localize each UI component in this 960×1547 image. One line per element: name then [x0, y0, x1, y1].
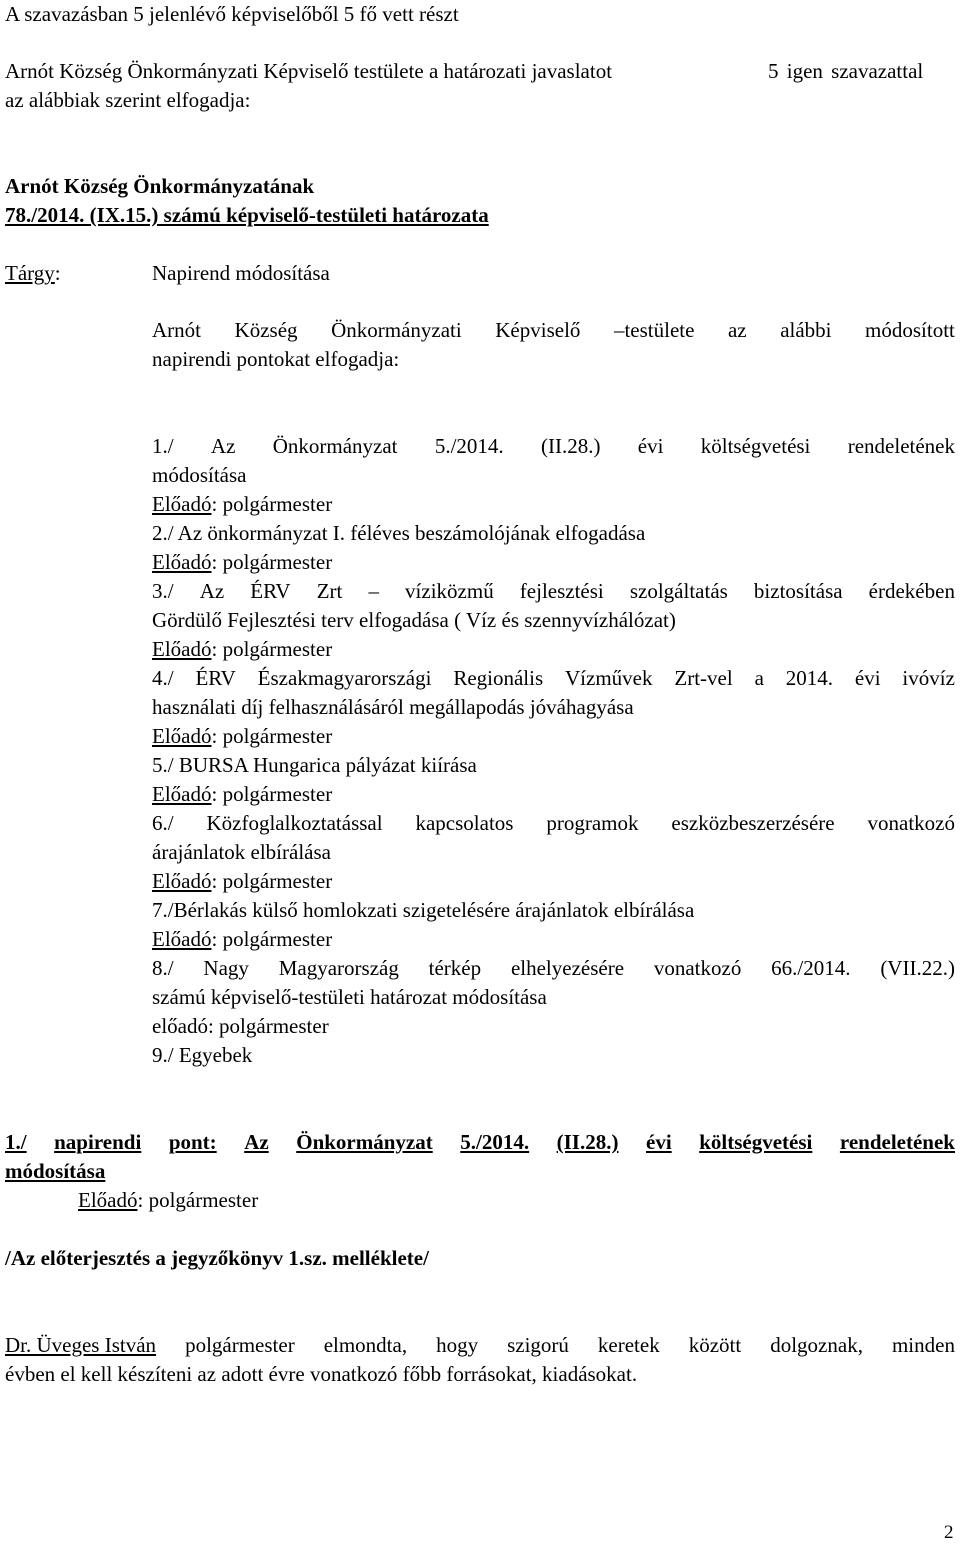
approval-word: Község: [234, 318, 298, 342]
agenda-item-1-word: 5./2014.: [434, 434, 504, 458]
presenter-label: Előadó: [152, 869, 212, 893]
agenda-item-4-word: a: [754, 666, 764, 690]
agenda-item-1: [152, 432, 955, 461]
agenda-item-4-word: Zrt-vel: [674, 666, 733, 690]
subject-label: [5, 259, 61, 288]
decision-text-left: Arnót Község Önkormányzati Képviselő testülete a határozati javaslatot: [5, 59, 613, 83]
agenda-item-8-presenter: előadó: polgármester: [152, 1014, 329, 1038]
speech-word: elmondta,: [323, 1333, 408, 1357]
presenter-label: Előadó: [152, 550, 212, 574]
agenda-item-8-word: vonatkozó: [653, 956, 742, 980]
agenda-item-3-word: ÉRV: [250, 579, 291, 603]
agenda-item-3-word: szolgáltatás: [629, 579, 728, 603]
presenter-value: : polgármester: [211, 869, 333, 893]
agenda-item-1-word: (II.28.): [540, 434, 601, 458]
presenter-label: Előadó: [152, 782, 212, 806]
agenda-item-8-word: elhelyezésére: [510, 956, 625, 980]
speech-word: között: [688, 1333, 742, 1357]
presenter-line: [152, 925, 955, 954]
page-number: 2: [944, 1522, 954, 1543]
approval-word: alábbi: [780, 318, 832, 342]
point1-heading-word: Önkormányzat: [296, 1130, 433, 1154]
agenda-item-6-word: vonatkozó: [867, 811, 955, 835]
agenda-item-1-cont: módosítása: [152, 463, 247, 487]
agenda-item-5: 5./ BURSA Hungarica pályázat kiírása: [152, 753, 477, 777]
agenda-item-8-word: (VII.22.): [880, 956, 955, 980]
agenda-item-8: [152, 954, 955, 983]
agenda-item-6: [152, 809, 955, 838]
agenda-item-1-word: Az: [210, 434, 236, 458]
agenda-item-3-word: biztosítása: [753, 579, 843, 603]
approval-text: [152, 316, 955, 374]
point1-heading-word: pont:: [168, 1130, 217, 1154]
agenda-item-3-word: Az: [199, 579, 225, 603]
point1-heading-word: (II.28.): [556, 1130, 619, 1154]
agenda-item-1-word: rendeletének: [847, 434, 955, 458]
agenda-item-8-cont: számú képviselő-testületi határozat módosítása: [152, 985, 547, 1009]
presenter-label: Előadó: [152, 724, 212, 748]
agenda-item-4-word: évi: [854, 666, 881, 690]
presenter-line: [152, 548, 955, 577]
point1-heading-word: 5./2014.: [460, 1130, 530, 1154]
agenda-item-8-word: 8./: [152, 956, 174, 980]
agenda-item-7: 7./Bérlakás külső homlokzati szigetelésére árajánlatok elbírálása: [152, 898, 695, 922]
agenda-item-6-word: eszközbeszerzésére: [671, 811, 835, 835]
attachment-note: /Az előterjesztés a jegyzőkönyv 1.sz. melléklete/: [5, 1246, 429, 1270]
presenter-value: : polgármester: [211, 550, 333, 574]
speech-line-1: [5, 1331, 955, 1360]
agenda-item-2: 2./ Az önkormányzat I. féléves beszámolójának elfogadása: [152, 521, 646, 545]
agenda-item-4-word: 2014.: [785, 666, 834, 690]
point1-heading-word: napirendi: [54, 1130, 142, 1154]
presenter-line: [152, 490, 955, 519]
agenda-item-4: [152, 664, 955, 693]
agenda-item-8-word: térkép: [428, 956, 482, 980]
approval-word: –testülete: [613, 318, 695, 342]
agenda-item-4-word: ivóvíz: [902, 666, 955, 690]
point1-heading: [5, 1128, 955, 1157]
speech-word: hogy: [436, 1333, 479, 1357]
speech-word: keretek: [597, 1333, 660, 1357]
presenter-value: : polgármester: [211, 927, 333, 951]
agenda-item-3-word: Zrt: [316, 579, 343, 603]
agenda-item-8-word: Magyarország: [278, 956, 399, 980]
speech-word: polgármester: [185, 1333, 295, 1357]
presenter-line: [152, 635, 955, 664]
agenda-item-3-cont: Gördülő Fejlesztési terv elfogadása ( Víz és szennyvízhálózat): [152, 608, 676, 632]
presenter-value: : polgármester: [211, 637, 333, 661]
speech-word: minden: [891, 1333, 955, 1357]
agenda-item-4-word: 4./: [152, 666, 174, 690]
decision-text-cont: az alábbiak szerint elfogadja:: [5, 88, 251, 112]
agenda-item-8-word: Nagy: [203, 956, 249, 980]
presenter-label: Előadó: [152, 492, 212, 516]
approval-word: módosított: [865, 318, 955, 342]
point1-heading-word: 1./: [5, 1130, 27, 1154]
point1-heading-word: évi: [646, 1130, 672, 1154]
point1-heading-word: költségvetési: [699, 1130, 813, 1154]
agenda-item-6-word: kapcsolatos: [415, 811, 514, 835]
approval-line-2: napirendi pontokat elfogadja:: [152, 347, 400, 371]
presenter-value: : polgármester: [211, 782, 333, 806]
presenter-line: [152, 780, 955, 809]
presenter-value: : polgármester: [211, 492, 333, 516]
agenda-item-4-word: Regionális: [453, 666, 544, 690]
approval-word: Önkormányzati: [331, 318, 462, 342]
agenda-item-1-word: Önkormányzat: [272, 434, 398, 458]
agenda-item-1-word: költségvetési: [700, 434, 811, 458]
agenda-item-6-word: Közfoglalkoztatással: [206, 811, 383, 835]
speaker-name: Dr. Üveges István: [5, 1333, 157, 1357]
subject-colon: :: [54, 261, 61, 285]
presenter-label: Előadó: [152, 637, 212, 661]
presenter-line: [152, 722, 955, 751]
agenda-item-3: [152, 577, 955, 606]
agenda-item-4-word: Északmagyarországi: [257, 666, 432, 690]
agenda-item-1-word: 1./: [152, 434, 174, 458]
agenda-item-3-word: 3./: [152, 579, 174, 603]
point1-presenter: [78, 1186, 258, 1215]
agenda-item-9: 9./ Egyebek: [152, 1043, 253, 1067]
point1-presenter-value: : polgármester: [137, 1188, 259, 1212]
approval-word: Képviselő: [495, 318, 581, 342]
resolution-number: 78./2014. (IX.15.) számú képviselő-testületi határozata: [5, 203, 489, 227]
agenda-item-4-word: Vízművek: [565, 666, 653, 690]
subject-label-text: Tárgy: [5, 261, 55, 285]
agenda-item-8-word: 66./2014.: [771, 956, 851, 980]
approval-word: Arnót: [152, 318, 201, 342]
agenda-item-6-cont: árajánlatok elbírálása: [152, 840, 331, 864]
subject-value: Napirend módosítása: [152, 261, 330, 285]
presenter-label: Előadó: [152, 927, 212, 951]
resolution-title: Arnót Község Önkormányzatának: [5, 174, 315, 198]
point1-heading-word: Az: [244, 1130, 269, 1154]
point1-heading-word: rendeletének: [839, 1130, 955, 1154]
speech-line-2: évben el kell készíteni az adott évre vonatkozó főbb forrásokat, kiadásokat.: [5, 1362, 638, 1386]
agenda-item-1-word: évi: [637, 434, 664, 458]
point1-presenter-label: Előadó: [78, 1188, 138, 1212]
agenda-item-3-word: –: [368, 579, 379, 603]
agenda-list: [152, 432, 955, 1070]
agenda-item-6-word: programok: [546, 811, 639, 835]
agenda-item-4-word: ÉRV: [195, 666, 236, 690]
approval-word: az: [727, 318, 747, 342]
vote-intro: A szavazásban 5 jelenlévő képviselőből 5 fő vett részt: [5, 2, 459, 26]
approval-line-1: [152, 316, 955, 345]
decision-vote-count: 5 igen szavazattal: [768, 59, 924, 83]
agenda-item-3-word: fejlesztési: [519, 579, 604, 603]
point1-heading-cont: módosítása: [5, 1159, 106, 1183]
speech-word: dolgoznak,: [770, 1333, 863, 1357]
agenda-item-6-word: 6./: [152, 811, 174, 835]
agenda-item-3-word: érdekében: [868, 579, 955, 603]
speech-word: szigorú: [507, 1333, 569, 1357]
presenter-value: : polgármester: [211, 724, 333, 748]
agenda-item-4-cont: használati díj felhasználásáról megállapodás jóváhagyása: [152, 695, 634, 719]
agenda-item-3-word: víziközmű: [405, 579, 494, 603]
presenter-line: [152, 867, 955, 896]
